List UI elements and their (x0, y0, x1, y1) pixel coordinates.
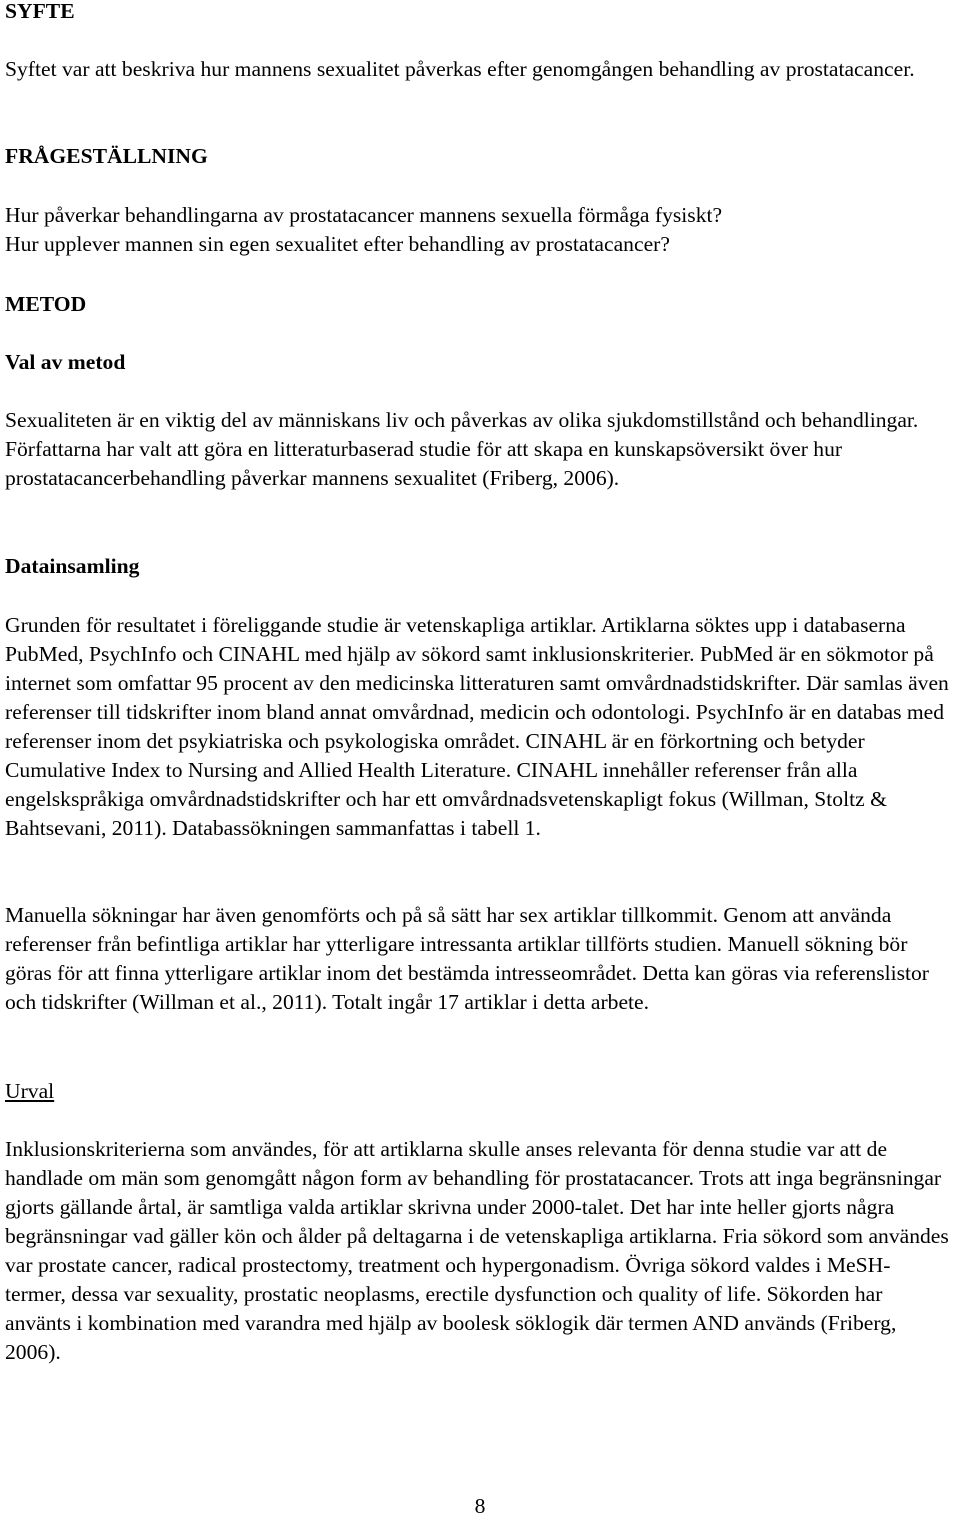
heading-metod: METOD (5, 292, 87, 316)
heading-datainsamling: Datainsamling (5, 554, 140, 578)
paragraph-urval: Inklusionskriterierna som användes, för att artiklarna skulle anses relevanta för denna studie var att de handlade om män som genomgått någon form av behandling för prostatacancer. Trots att inga begränsningar gjorts gällande årtal, är samtliga valda artiklar skrivna under 2000-talet. Det har inte heller gjorts några begränsningar vad gäller kön och ålder på deltagarna i de vetenskapliga artiklarna. Fria sökord som användes var prostate cancer, radical prostectomy, treatment och hypergonadism. Övriga sökord valdes i MeSH-termer, dessa var sexuality, prostatic neoplasms, erectile dysfunction och quality of life. Sökorden har använts i kombination med varandra med hjälp av boolesk söklogik där termen AND används (Friberg, 2006). (5, 1137, 949, 1364)
heading-val-av-metod: Val av metod (5, 350, 126, 374)
paragraph-datainsamling-1: Grunden för resultatet i föreliggande studie är vetenskapliga artiklar. Artiklarna söktes upp i databaserna PubMed, PsychInfo och CINAHL med hjälp av sökord samt inklusionskriterier. PubMed är en sökmotor på internet som omfattar 95 procent av den medicinska litteraturen samt omvårdnadstidskrifter. Där samlas även referenser till tidskrifter inom bland annat omvårdnad, medicin och odontologi. PsychInfo är en databas med referenser inom det psykiatriska och psykologiska området. CINAHL är en förkortning och betyder Cumulative Index to Nursing and Allied Health Literature. CINAHL innehåller referenser från alla engelskspråkiga omvårdnadstidskrifter och har ett omvårdnadsvetenskapligt fokus (Willman, Stoltz & Bahtsevani, 2011). Databassökningen sammanfattas i tabell 1. (5, 613, 949, 840)
heading-syfte: SYFTE (5, 0, 75, 23)
page-number: 8 (474, 1494, 486, 1518)
heading-fragestallning: FRÅGESTÄLLNING (5, 144, 208, 168)
paragraph-syfte: Syftet var att beskriva hur mannens sexualitet påverkas efter genomgången behandling av prostatacancer. (5, 57, 915, 81)
paragraph-val-av-metod: Sexualiteten är en viktig del av människans liv och påverkas av olika sjukdomstillstånd och behandlingar. Författarna har valt att göra en litteraturbaserad studie för att skapa en kunskapsöversikt över hur prostatacancerbehandling påverkar mannens sexualitet (Friberg, 2006). (5, 408, 919, 490)
question-2: Hur upplever mannen sin egen sexualitet efter behandling av prostatacancer? (5, 232, 670, 256)
heading-urval: Urval (5, 1079, 55, 1103)
paragraph-datainsamling-2: Manuella sökningar har även genomförts och på så sätt har sex artiklar tillkommit. Genom att använda referenser från befintliga artiklar har ytterligare intressanta artiklar tillförts studien. Manuell sökning bör göras för att finna ytterligare artiklar inom det bestämda intresseområdet. Detta kan göras via referenslistor och tidskrifter (Willman et al., 2011). Totalt ingår 17 artiklar i detta arbete. (5, 903, 929, 1014)
question-1: Hur påverkar behandlingarna av prostatacancer mannens sexuella förmåga fysiskt? (5, 203, 723, 227)
